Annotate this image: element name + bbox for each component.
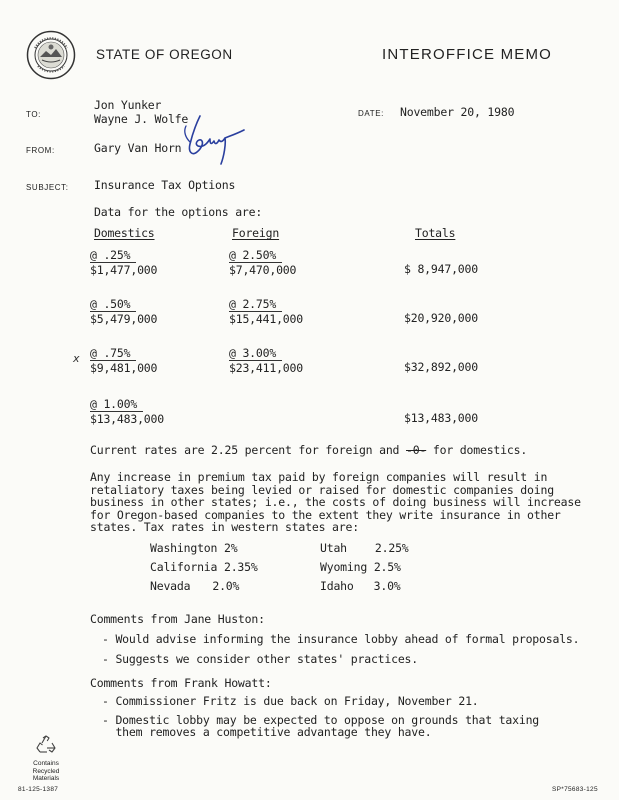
recycle-icon <box>34 734 58 758</box>
state-rate-idaho: Idaho 3.0% <box>320 579 401 593</box>
domestic-amount: $1,477,000 <box>90 263 158 277</box>
table-row <box>229 248 296 277</box>
comment-item: them removes a competitive advantage they have. <box>102 725 432 739</box>
paragraph-line: states. Tax rates in western states are: <box>90 520 359 534</box>
comments-jane-heading: Comments from Jane Huston: <box>90 612 265 626</box>
paragraph-line: for Oregon-based companies to the extent they write insurance in other <box>90 507 561 522</box>
paragraph-line: retaliatory taxes being levied or raised for domestic companies doing <box>90 482 554 497</box>
state-seal <box>26 30 76 80</box>
foreign-amount: $15,441,000 <box>229 312 303 326</box>
state-rate-california: California 2.35% <box>150 560 258 574</box>
comment-item: - Suggests we consider other states' practices. <box>102 652 419 666</box>
domestic-rate: @ .25% <box>90 249 136 263</box>
from-value: Gary Van Horn <box>94 141 182 155</box>
handwritten-signature <box>178 112 248 170</box>
recycle-text: Contains Recycled Materials <box>32 760 60 782</box>
state-title: STATE OF OREGON <box>96 47 233 62</box>
current-rates-after: for domestics. <box>426 443 528 457</box>
subject-label: SUBJECT: <box>26 183 69 192</box>
foreign-amount: $7,470,000 <box>229 263 297 277</box>
paragraph-line: business in other states; i.e., the costs of doing business will increase <box>90 495 581 509</box>
to-recipient-2: Wayne J. Wolfe <box>94 112 189 126</box>
domestic-rate: @ .50% <box>90 298 136 312</box>
comments-frank-heading: Comments from Frank Howatt: <box>90 676 272 690</box>
foreign-amount: $23,411,000 <box>229 361 303 375</box>
current-rates-before: Current rates are 2.25 percent for foreign and <box>90 443 407 457</box>
intro-text: Data for the options are: <box>94 205 263 219</box>
paragraph-line: Any increase in premium tax paid by foreign companies will result in <box>90 470 548 484</box>
comment-item: - Would advise informing the insurance lobby ahead of formal proposals. <box>102 632 580 646</box>
state-rate-utah: Utah 2.25% <box>320 541 409 555</box>
table-row <box>229 297 303 326</box>
current-rates-struck: -0- <box>406 443 427 457</box>
row-total: $ 8,947,000 <box>404 262 478 276</box>
foreign-rate: @ 2.50% <box>229 249 282 263</box>
state-rate-wyoming: Wyoming 2.5% <box>320 560 401 574</box>
domestic-rate: @ 1.00% <box>90 398 143 412</box>
table-row <box>90 297 157 326</box>
table-row <box>90 397 164 426</box>
table-row <box>229 346 303 375</box>
handwritten-x-mark: x <box>73 352 80 365</box>
body-paragraph <box>90 471 581 534</box>
form-number-left: 81-125-1387 <box>18 786 59 793</box>
table-row <box>90 346 157 375</box>
foreign-rate: @ 3.00% <box>229 347 282 361</box>
domestic-amount: $13,483,000 <box>90 412 164 426</box>
form-number-right: SP*75683-125 <box>552 786 598 793</box>
current-rates <box>90 443 527 457</box>
domestic-amount: $5,479,000 <box>90 312 158 326</box>
col-foreign: Foreign <box>232 226 280 240</box>
col-domestics: Domestics <box>94 226 155 240</box>
from-label: FROM: <box>26 146 55 155</box>
row-total: $32,892,000 <box>404 360 478 374</box>
subject-value: Insurance Tax Options <box>94 178 236 192</box>
row-total: $13,483,000 <box>404 411 478 425</box>
comment-item: - Domestic lobby may be expected to oppose on grounds that taxing <box>102 713 540 727</box>
table-row <box>90 248 157 277</box>
foreign-rate: @ 2.75% <box>229 298 282 312</box>
domestic-rate: @ .75% <box>90 347 136 361</box>
date-value: November 20, 1980 <box>400 105 515 119</box>
to-recipient-1: Jon Yunker <box>94 98 162 112</box>
comment-item: - Commissioner Fritz is due back on Friday, November 21. <box>102 694 479 708</box>
domestic-amount: $9,481,000 <box>90 361 158 375</box>
row-total: $20,920,000 <box>404 311 478 325</box>
state-rate-nevada: Nevada 2.0% <box>150 579 240 593</box>
memo-title: INTEROFFICE MEMO <box>382 46 553 63</box>
to-label: TO: <box>26 110 41 119</box>
state-rate-washington: Washington 2% <box>150 541 238 555</box>
col-totals: Totals <box>415 226 456 240</box>
date-label: DATE: <box>358 109 384 118</box>
